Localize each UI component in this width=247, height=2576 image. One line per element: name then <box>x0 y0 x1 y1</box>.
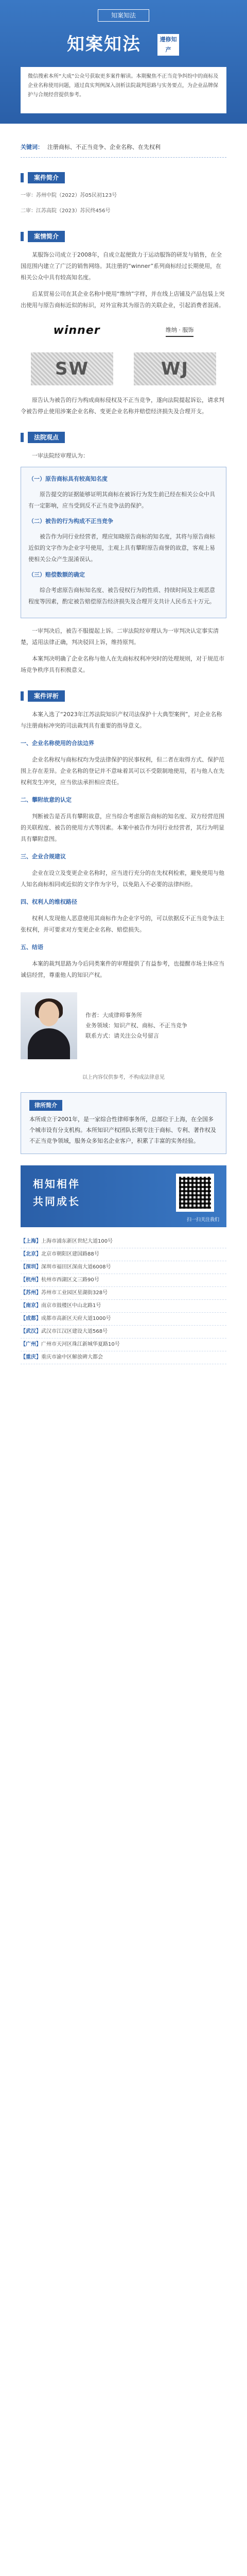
office-list <box>21 1235 226 1364</box>
header-intro: 微信搜索本所“大成”公众号获取更多案件解读。本期聚焦不正当竞争纠纷中的商标及企业名称使用问题，通过真实判例深入剖析法院裁判思路与实务要点，为企业品牌保护与合规经营提供参考。 <box>21 67 226 113</box>
header-sub-badge: 遵修知产 <box>157 34 179 56</box>
office-item: 【成都】成都市高新区天府大道1000号 <box>21 1313 226 1326</box>
keywords-row <box>21 137 226 158</box>
paragraph: 权利人发现他人恶意使用其商标作为企业字号的，可以依据反不正当竞争法主张权利，并可要求对方变更企业名称、赔偿损失。 <box>21 915 224 933</box>
section-title: 法院观点 <box>28 432 65 443</box>
analysis-heading: 五、结语 <box>21 944 43 951</box>
reasoning-heading: （三）赔偿数额的确定 <box>28 571 85 578</box>
slogan-line-1: 相知相伴 <box>33 1178 80 1190</box>
slogan-banner <box>21 1165 226 1227</box>
logo-comparison <box>21 316 226 345</box>
keywords-label: 关键词： <box>21 143 43 150</box>
profile-title: 律所简介 <box>29 1100 62 1111</box>
court-reasoning-box <box>21 467 226 618</box>
paragraph: 一审法院经审理认为： <box>32 452 89 459</box>
office-item: 【武汉】武汉市江汉区建设大道568号 <box>21 1326 226 1338</box>
paragraph: 本案的裁判思路为今后同类案件的审理提供了有益参考，也提醒市场主体应当诚信经营，尊重他人的知识产权。 <box>21 960 224 978</box>
case-number-2: 二审：江苏高院（2023）苏民终456号 <box>21 208 111 214</box>
header-title: 知案知法 <box>67 34 141 55</box>
analysis-heading: 二、攀附故意的认定 <box>21 796 72 803</box>
author-field: 业务领域：知识产权、商标、不正当竞争 <box>85 1022 187 1029</box>
keywords-text: 注册商标、不正当竞争、企业名称、在先权利 <box>47 143 161 150</box>
profile-text: 本所成立于2001年，是一家综合性律师事务所，总部位于上海，在全国多个城市设有分支机构。本所知识产权团队长期专注于商标、专利、著作权及不正当竞争领域，服务众多知名企业客户，积累了丰富的实务经验。 <box>29 1116 216 1144</box>
header-banner <box>0 0 247 124</box>
paragraph: 后某贸易公司在其企业名称中使用“维纳”字样，并在线上店铺及产品包装上突出使用与原告商标近似的标识，对外宣称其为原告的关联企业，引起消费者混淆。 <box>21 291 225 309</box>
section-title: 案件评析 <box>28 690 65 702</box>
paragraph: 原告认为被告的行为构成商标侵权及不正当竞争，遂向法院提起诉讼，请求判令被告停止使用涉案企业名称、变更企业名称并赔偿经济损失及合理开支。 <box>21 397 224 415</box>
reasoning-text: 原告提交的证据能够证明其商标在被诉行为发生前已经在相关公众中具有一定影响，应当受到反不正当竞争法的保护。 <box>28 491 215 509</box>
paragraph: 某服饰公司成立于2008年，自成立起便致力于运动服饰的研发与销售，在全国范围内建立了广泛的销售网络。其注册的“winner”系列商标经过长期使用，在相关公众中具有较高知名度。 <box>21 251 222 281</box>
case-number-1: 一审：苏州中院（2022）苏05民初123号 <box>21 193 117 198</box>
section-case-facts <box>21 230 226 417</box>
office-item: 【北京】北京市朝阳区建国路88号 <box>21 1248 226 1261</box>
evidence-image-1: SW <box>31 352 113 385</box>
office-item: 【重庆】重庆市渝中区解放碑大都会 <box>21 1351 226 1364</box>
firm-profile <box>21 1092 226 1154</box>
paragraph: 一审判决后，被告不服提起上诉。二审法院经审理认为一审判决认定事实清楚，适用法律正确，判决驳回上诉，维持原判。 <box>21 628 219 646</box>
reasoning-text: 被告作为同行业经营者，理应知晓原告商标的知名度，其将与原告商标近似的文字作为企业字号使用，主观上具有攀附原告商誉的故意，客观上易使相关公众产生混淆误认。 <box>28 533 215 563</box>
header-tag: 知案知法 <box>98 9 149 22</box>
paragraph: 本案判决明确了企业名称与他人在先商标权利冲突时的处理规则，对于规范市场竞争秩序具有积极意义。 <box>21 655 224 673</box>
office-item: 【南京】南京市鼓楼区中山北路1号 <box>21 1300 226 1313</box>
office-item: 【深圳】深圳市福田区深南大道6008号 <box>21 1261 226 1274</box>
section-court-view <box>21 431 226 676</box>
section-title: 案件简介 <box>28 172 65 183</box>
office-item: 【杭州】杭州市西湖区文三路90号 <box>21 1274 226 1287</box>
plaintiff-logo: winner <box>53 324 100 337</box>
defendant-logo: 维纳 · 服饰 <box>166 325 194 337</box>
section-marker <box>21 433 24 442</box>
section-title: 案情简介 <box>28 231 65 242</box>
paragraph: 企业名称权与商标权均为受法律保护的民事权利，但二者在取得方式、保护范围上存在差异。企业名称的登记并不意味着其可以不受限制地使用，若与他人在先权利发生冲突，应当依法承担相应责任。 <box>21 756 224 786</box>
section-analysis <box>21 689 226 1059</box>
section-marker <box>21 173 24 182</box>
analysis-heading: 四、权利人的维权路径 <box>21 899 77 905</box>
evidence-images <box>21 352 226 388</box>
qr-code[interactable] <box>176 1174 214 1212</box>
paragraph: 企业在设立及变更企业名称时，应当进行充分的在先权利检索，避免使用与他人知名商标相同或近似的文字作为字号，以免陷入不必要的法律纠纷。 <box>21 870 224 888</box>
office-item: 【苏州】苏州市工业园区星湖街328号 <box>21 1287 226 1300</box>
evidence-image-2: WJ <box>134 352 216 385</box>
analysis-heading: 一、企业名称使用的合法边界 <box>21 740 94 747</box>
avatar <box>21 992 77 1059</box>
analysis-heading: 三、企业合规建议 <box>21 853 66 860</box>
section-marker <box>21 691 24 701</box>
disclaimer: 以上内容仅供参考，不构成法律意见 <box>82 1075 165 1080</box>
slogan-line-2: 共同成长 <box>33 1195 80 1208</box>
paragraph: 判断被告是否具有攀附故意，应当综合考虑原告商标的知名度、双方经营范围的关联程度、被告的使用方式等因素。本案中被告作为同行业经营者，其行为明显具有攀附意图。 <box>21 813 224 842</box>
author-card <box>21 992 226 1059</box>
reasoning-heading: （一）原告商标具有较高知名度 <box>28 476 108 482</box>
section-marker <box>21 232 24 241</box>
qr-caption: 扫一扫关注我们 <box>186 1217 219 1223</box>
reasoning-heading: （二）被告的行为构成不正当竞争 <box>28 518 113 524</box>
section-case-info <box>21 171 226 216</box>
author-name: 作者：大成律师事务所 <box>85 1012 142 1019</box>
author-contact: 联系方式：请关注公众号留言 <box>85 1032 159 1039</box>
paragraph: 本案入选了“2023年江苏法院知识产权司法保护十大典型案例”，对企业名称与注册商标冲突的司法裁判具有重要的指导意义。 <box>21 711 222 729</box>
office-item: 【上海】上海市浦东新区世纪大道100号 <box>21 1235 226 1248</box>
reasoning-text: 综合考虑原告商标知名度、被告侵权行为的性质、持续时间及主观恶意程度等因素，酌定被告赔偿原告经济损失及合理开支共计人民币五十万元。 <box>28 587 215 605</box>
office-item: 【广州】广州市天河区珠江新城华夏路10号 <box>21 1338 226 1351</box>
